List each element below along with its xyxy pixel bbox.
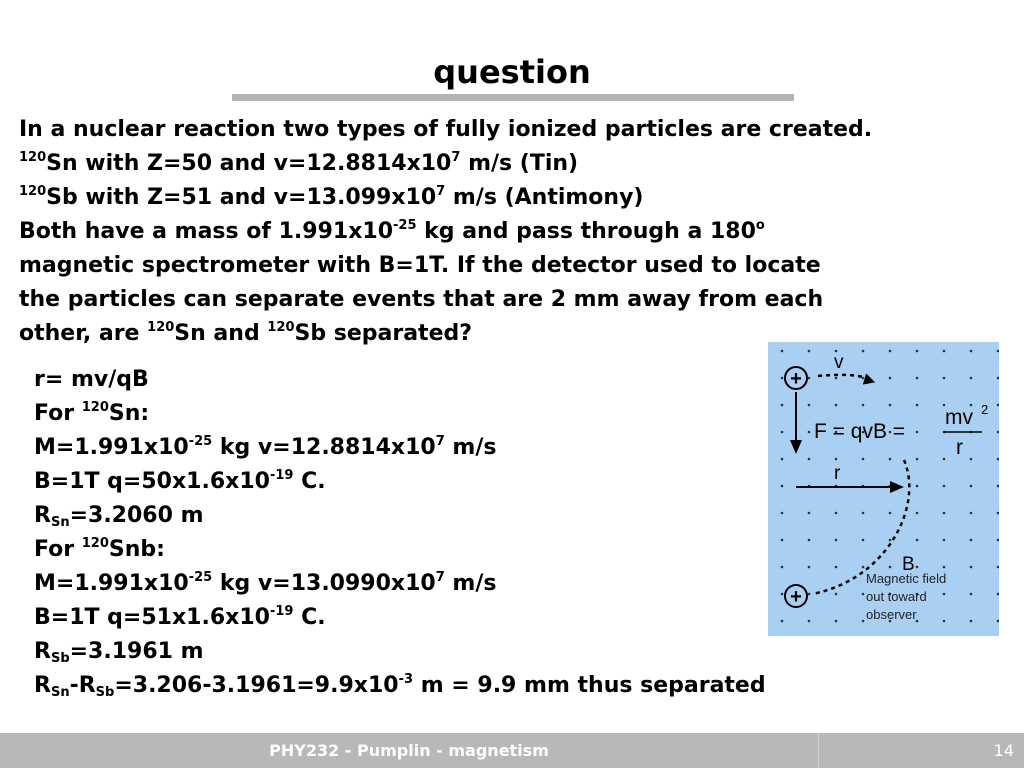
radius-arrowhead-icon: [890, 481, 904, 493]
text: R: [34, 673, 51, 698]
field-dot: [808, 593, 811, 596]
field-dot: [862, 350, 865, 353]
mass-number: 120: [267, 320, 295, 335]
field-dot: [889, 512, 892, 515]
text: Snb:: [108, 537, 165, 562]
text: R: [34, 639, 51, 664]
field-dot: [781, 539, 784, 542]
sn-field-charge-line: [34, 465, 854, 499]
field-dot: [943, 539, 946, 542]
field-dot: [997, 431, 999, 434]
field-dot: [970, 458, 973, 461]
sb-mass-velocity-line: [34, 567, 854, 601]
question-line-1: In a nuclear reaction two types of fully ionized particles are created.: [19, 117, 873, 142]
text: =3.206-3.1961=9.9x10: [114, 673, 399, 698]
field-dot: [889, 539, 892, 542]
subscript: Sn: [50, 515, 70, 530]
text: For: [34, 537, 82, 562]
field-dot: [889, 566, 892, 569]
sn-mass-velocity-line: [34, 431, 854, 465]
subscript: Sn: [50, 685, 70, 700]
field-dot: [862, 458, 865, 461]
text: kg v=13.0990x10: [212, 571, 436, 596]
sb-field-charge-line: [34, 601, 854, 635]
field-dot: [916, 566, 919, 569]
field-dot: [970, 512, 973, 515]
field-dot: [835, 539, 838, 542]
field-dot: [916, 431, 919, 434]
field-dot: [781, 458, 784, 461]
mass-number: 120: [147, 320, 175, 335]
field-dot: [862, 404, 865, 407]
field-dot: [943, 485, 946, 488]
field-dot: [889, 350, 892, 353]
field-dot: [943, 377, 946, 380]
field-dot: [808, 404, 811, 407]
field-dot: [997, 458, 999, 461]
field-dot: [835, 377, 838, 380]
text: Sn with Z=50 and v=12.8814x10: [46, 151, 452, 176]
field-dot: [781, 350, 784, 353]
exponent: 7: [451, 150, 461, 165]
force-equation: F = qvB =: [814, 420, 906, 443]
mass-number: 120: [81, 536, 109, 551]
v-arrowhead-icon: [863, 374, 874, 384]
field-dot: [862, 512, 865, 515]
field-dot: [997, 350, 999, 353]
question-line-4: [19, 215, 979, 249]
field-dot: [916, 458, 919, 461]
field-dot: [997, 485, 999, 488]
text: m/s (Tin): [460, 151, 579, 176]
text: other, are: [19, 321, 148, 346]
field-dot: [943, 566, 946, 569]
field-dot: [997, 512, 999, 515]
squared-exponent: 2: [981, 402, 989, 417]
text: m = 9.9 mm thus separated: [413, 673, 766, 698]
field-note-line-2: out toward: [866, 589, 927, 604]
force-arrowhead-icon: [790, 440, 802, 454]
exponent: 7: [436, 184, 446, 199]
text: Sn:: [108, 401, 150, 426]
radius-label: r: [834, 463, 841, 484]
subscript: Sb: [50, 651, 70, 666]
text: Both have a mass of 1.991x10: [19, 219, 394, 244]
field-dot: [835, 566, 838, 569]
field-dot: [781, 620, 784, 623]
field-dot: [943, 458, 946, 461]
field-dot: [808, 350, 811, 353]
exponent: -25: [393, 218, 417, 233]
text: =3.2060 m: [69, 503, 204, 528]
field-dot: [970, 566, 973, 569]
field-note-line-3: observer: [866, 607, 917, 622]
text: R: [34, 503, 51, 528]
field-dot: [997, 593, 999, 596]
footer-course-text: PHY232 - Pumplin - magnetism: [269, 741, 549, 760]
field-dot: [862, 377, 865, 380]
field-dot: [916, 512, 919, 515]
field-dot: [835, 458, 838, 461]
field-dot: [889, 404, 892, 407]
formula-line: r= mv/qB: [34, 367, 149, 392]
field-dot: [970, 620, 973, 623]
text: M=1.991x10: [34, 435, 189, 460]
field-dot: [997, 539, 999, 542]
field-dot: [943, 350, 946, 353]
field-dot: [916, 350, 919, 353]
field-dot: [808, 512, 811, 515]
field-dot: [889, 377, 892, 380]
text: =3.1961 m: [69, 639, 204, 664]
field-dot: [997, 377, 999, 380]
footer-divider: [818, 733, 819, 768]
question-line-2: [19, 147, 979, 181]
question-line-3: [19, 181, 979, 215]
text: kg v=12.8814x10: [212, 435, 436, 460]
field-dot: [943, 620, 946, 623]
text: C.: [293, 469, 326, 494]
field-dot: [916, 404, 919, 407]
exponent: -25: [188, 434, 213, 449]
field-dot: [781, 566, 784, 569]
b-label: B: [902, 554, 915, 575]
text: M=1.991x10: [34, 571, 189, 596]
field-dot: [970, 350, 973, 353]
text: m/s: [444, 571, 497, 596]
sn-radius-line: [34, 499, 854, 533]
slide-title: question: [433, 53, 591, 91]
question-line-5: magnetic spectrometer with B=1T. If the detector used to locate: [19, 253, 821, 278]
text: B=1T q=51x1.6x10: [34, 605, 270, 630]
exponent: -19: [269, 604, 294, 619]
field-dot: [781, 512, 784, 515]
field-dot: [997, 404, 999, 407]
field-dot: [808, 431, 811, 434]
field-dot: [970, 593, 973, 596]
r-denominator: r: [956, 436, 963, 459]
field-dot: [835, 512, 838, 515]
field-dot: [970, 377, 973, 380]
footer-bar: [0, 733, 1024, 768]
field-dot: [835, 593, 838, 596]
field-dot: [970, 539, 973, 542]
field-dot: [997, 620, 999, 623]
difference-line: [34, 669, 854, 703]
text: Sn and: [174, 321, 268, 346]
field-dot: [808, 566, 811, 569]
field-dot: [781, 485, 784, 488]
field-dot: [835, 620, 838, 623]
field-dot: [862, 539, 865, 542]
exponent: -25: [188, 570, 213, 585]
text: kg and pass through a 180: [416, 219, 756, 244]
field-dot: [808, 458, 811, 461]
answer-text: [34, 363, 854, 703]
field-dot: [916, 539, 919, 542]
field-dot: [970, 485, 973, 488]
exponent: -3: [398, 672, 414, 687]
mass-number: 120: [81, 400, 109, 415]
text: m/s: [444, 435, 497, 460]
exponent: -19: [269, 468, 294, 483]
field-dot: [997, 566, 999, 569]
mass-number: 120: [19, 150, 47, 165]
mass-number: 120: [19, 184, 47, 199]
question-line-6: the particles can separate events that are 2 mm away from each: [19, 287, 824, 312]
degree-symbol: o: [755, 218, 765, 233]
diagram-svg: [768, 342, 999, 636]
sb-radius-line: [34, 635, 854, 669]
field-note-line-1: Magnetic field: [866, 571, 947, 586]
field-dot: [943, 593, 946, 596]
field-dot: [781, 593, 784, 596]
exponent: 7: [435, 434, 445, 449]
particle-top-plus: +: [790, 368, 802, 390]
field-dot: [916, 377, 919, 380]
field-dot: [781, 404, 784, 407]
v-label: v: [834, 352, 844, 373]
question-text: [19, 113, 979, 351]
text: Sb separated?: [294, 321, 473, 346]
field-dot: [781, 377, 784, 380]
field-dot: [862, 593, 865, 596]
text: B=1T q=50x1.6x10: [34, 469, 270, 494]
exponent: 7: [435, 570, 445, 585]
field-dot: [943, 512, 946, 515]
for-sb-line: [34, 533, 854, 567]
field-dot: [862, 566, 865, 569]
field-dot: [808, 377, 811, 380]
page-number: 14: [993, 741, 1014, 760]
field-dot: [835, 404, 838, 407]
particle-bottom-plus: +: [790, 586, 802, 608]
title-underline: [232, 94, 794, 101]
for-sn-line: [34, 397, 854, 431]
text: For: [34, 401, 82, 426]
text: C.: [293, 605, 326, 630]
field-dot: [889, 458, 892, 461]
text: -R: [69, 673, 96, 698]
field-dot: [916, 485, 919, 488]
field-dot: [808, 620, 811, 623]
subscript: Sb: [95, 685, 115, 700]
field-dot: [808, 539, 811, 542]
field-dot: [862, 620, 865, 623]
field-dot: [781, 431, 784, 434]
text: m/s (Antimony): [445, 185, 644, 210]
text: Sb with Z=51 and v=13.099x10: [46, 185, 437, 210]
mv-numerator: mv: [945, 406, 973, 429]
magnetic-spectrometer-diagram: [768, 342, 999, 636]
